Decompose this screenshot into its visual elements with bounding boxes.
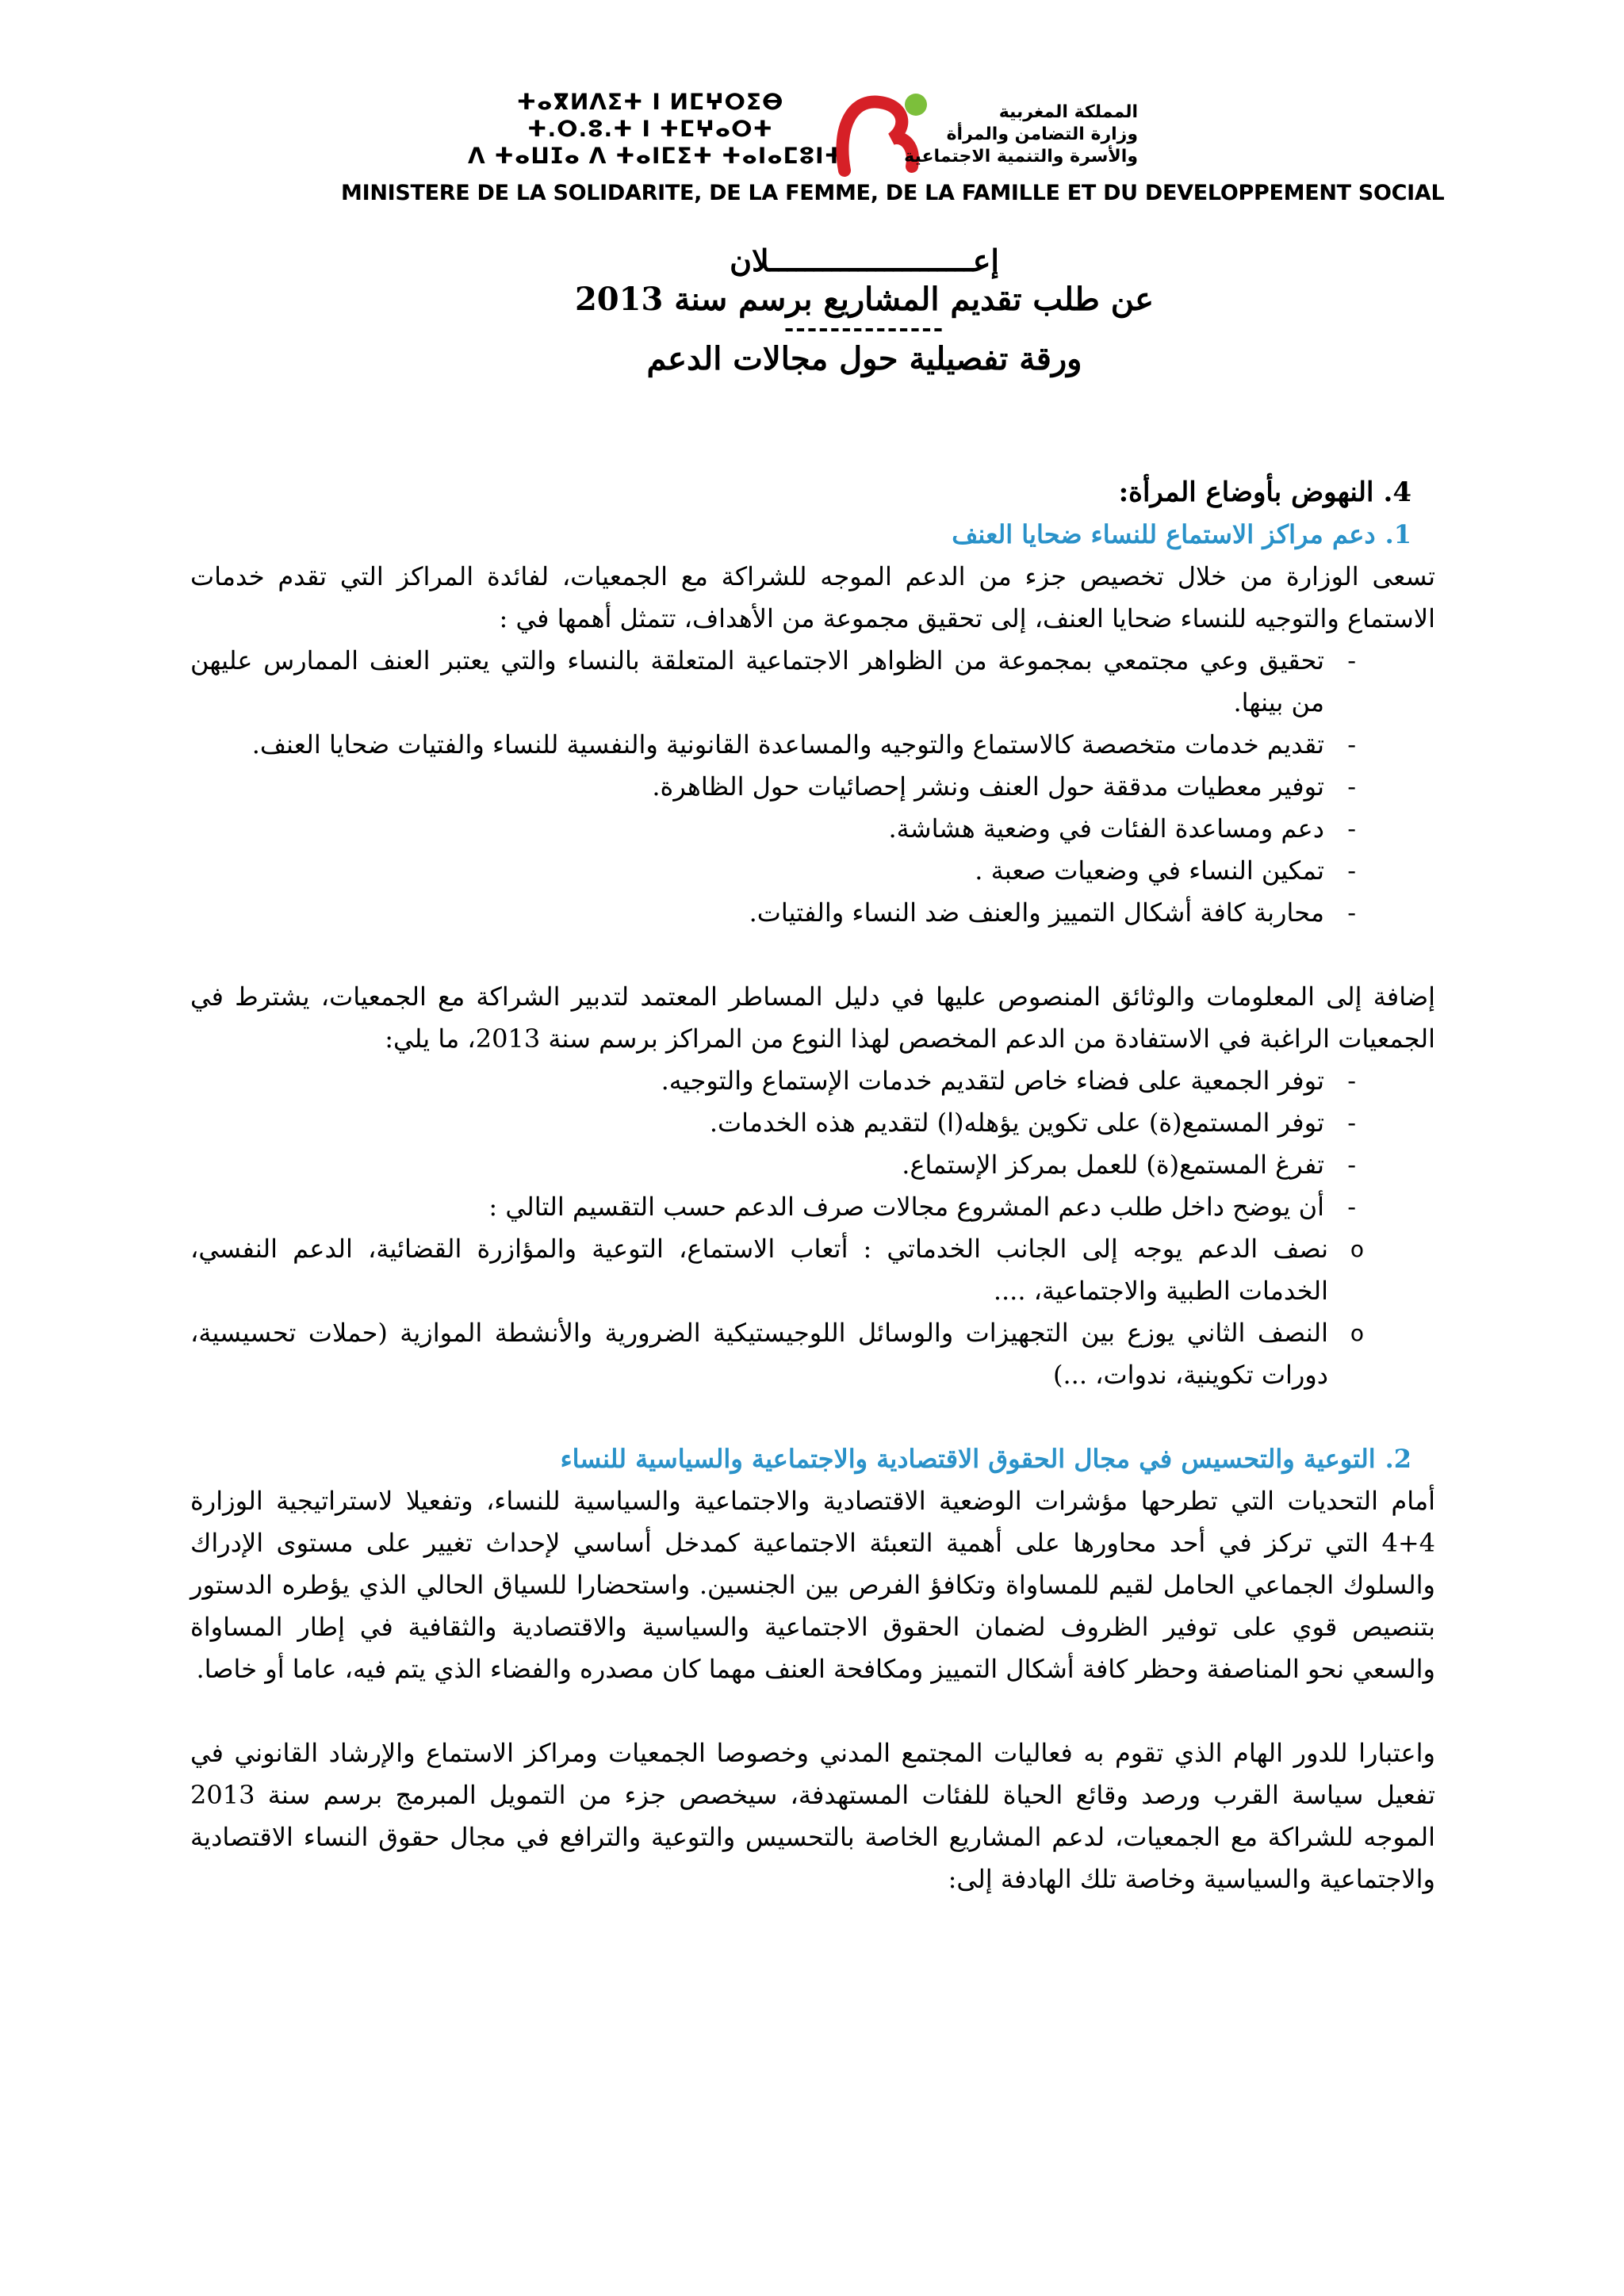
spacer <box>190 1690 1435 1732</box>
title-detail-sheet: ورقة تفصيلية حول مجالات الدعم <box>646 340 1082 377</box>
subsection-number: 2. <box>1385 1444 1411 1474</box>
title-separator: -------------- <box>783 315 945 342</box>
spacer <box>190 1396 1435 1438</box>
paragraph: أمام التحديات التي تطرحها مؤشرات الوضعية الاقتصادية والاجتماعية والسياسية للنساء، وتفعيلا لاستراتيجية الوزارة 4+4 التي تركز في أحد محاورها على أهمية التعبئة الاجتماعية كمدخل أساسي لإحداث تغيير على مستوى الإدراك والسلوك الجماعي الحامل لقيم للمساواة وتكافؤ الفرص بين الجنسين. واستحضارا للسياق الحالي الذي يؤطره الدستور بتنصيص قوي على توفير الظروف لضمان الحقوق الاجتماعية والسياسية والاقتصادية والثقافية في إطار المساواة والسعي نحو المناصفة وحظر كافة أشكال التمييز ومكافحة العنف مهما كان مصدره والفضاء الذي يتم فيه، عاما أو خاصا. <box>190 1486 1436 1684</box>
section-title: النهوض بأوضاع المرأة: <box>1118 476 1374 508</box>
arabic-ministry-line: والأسرة والتنمية الاجتماعية <box>904 147 1138 166</box>
arabic-ministry-line: وزارة التضامن والمرأة <box>946 124 1138 144</box>
section-number: 4. <box>1383 476 1411 508</box>
list-item: - تمكين النساء في وضعيات صعبة . <box>190 850 1356 892</box>
tifinagh-line: ⵜ.ⵔ.ⵓ.ⵜ ⵏ ⵜⵎⵖⴰⵔⵜ <box>527 116 773 142</box>
title-announcement: إعـــــــــــــــــــــــلان <box>730 243 999 278</box>
list-item: - أن يوضح داخل طلب دعم المشروع مجالات صرف الدعم حسب التقسيم التالي : <box>190 1186 1356 1228</box>
logo-green-dot <box>905 94 927 116</box>
section-4-heading <box>190 472 1435 514</box>
list-item: - محاربة كافة أشكال التمييز والعنف ضد النساء والفتيات. <box>190 892 1356 934</box>
paragraph: تسعى الوزارة من خلال تخصيص جزء من الدعم الموجه للشراكة مع الجمعيات، لفائدة المراكز التي تقدم خدمات الاستماع والتوجيه للنساء ضحايا العنف، إلى تحقيق مجموعة من الأهداف، تتمثل أهمها في : <box>190 561 1435 633</box>
subsection-title: دعم مراكز الاستماع للنساء ضحايا العنف <box>952 519 1376 549</box>
subsection-1-heading <box>190 514 1435 556</box>
list-item: - تقديم خدمات متخصصة كالاستماع والتوجيه والمساعدة القانونية والنفسية للنساء والفتيات ضحايا العنف. <box>190 724 1356 766</box>
list-item: o النصف الثاني يوزع بين التجهيزات والوسائل اللوجيستيكية الضرورية والأنشطة الموازية (حملات تحسيسية، دورات تكوينية، ندوات، ...) <box>190 1312 1364 1396</box>
arabic-ministry-name <box>904 101 1138 168</box>
french-ministry-name: MINISTERE DE LA SOLIDARITE, DE LA FEMME, DE LA FAMILLE ET DU DEVELOPPEMENT SOCIAL <box>341 181 1445 205</box>
objectives-list <box>190 640 1435 934</box>
paragraph: إضافة إلى المعلومات والوثائق المنصوص عليها في دليل المساطر المعتمد لتدبير الشراكة مع الجمعيات، يشترط في الجمعيات الراغبة في الاستفادة من الدعم المخصص لهذا النوع من المراكز برسم سنة 2013، ما يلي: <box>190 982 1435 1054</box>
letterhead <box>0 0 1624 214</box>
document-body <box>190 472 1435 1900</box>
subsection-number: 1. <box>1385 519 1411 549</box>
list-item: - توفر المستمع(ة) على تكوين يؤهله(ا) لتقديم هذه الخدمات. <box>190 1102 1356 1144</box>
tifinagh-line: ⵜⴰⴳⵍⴷⵉⵜ ⵏ ⵍⵎⵖⵔⵉⴱ <box>516 89 784 115</box>
list-item: - تحقيق وعي مجتمعي بمجموعة من الظواهر الاجتماعية المتعلقة بالنساء والتي يعتبر العنف الممارس عليهن من بينها. <box>190 640 1356 724</box>
subsection-2-heading <box>190 1438 1435 1480</box>
subsection-title: التوعية والتحسيس في مجال الحقوق الاقتصادية والاجتماعية والسياسية للنساء <box>560 1444 1376 1474</box>
list-item: - تفرغ المستمع(ة) للعمل بمركز الإستماع. <box>190 1144 1356 1186</box>
list-item: o نصف الدعم يوجه إلى الجانب الخدماتي : أتعاب الاستماع، التوعية والمؤازرة القضائية، الدعم النفسي، الخدمات الطبية والاجتماعية، .... <box>190 1228 1364 1312</box>
logo-red-stroke <box>842 101 913 170</box>
list-item: - دعم ومساعدة الفئات في وضعية هشاشة. <box>190 808 1356 850</box>
list-item: - توفر الجمعية على فضاء خاص لتقديم خدمات الإستماع والتوجيه. <box>190 1060 1356 1102</box>
budget-split-list <box>190 1228 1435 1396</box>
list-item: - توفير معطيات مدققة حول العنف ونشر إحصائيات حول الظاهرة. <box>190 766 1356 808</box>
spacer <box>190 934 1435 976</box>
paragraph: واعتبارا للدور الهام الذي تقوم به فعاليات المجتمع المدني وخصوصا الجمعيات ومراكز الاستماع والإرشاد القانوني في تفعيل سياسة القرب ورصد وقائع الحياة للفئات المستهدفة، سيخصص جزء من التمويل المبرمج برسم سنة 2013 الموجه للشراكة مع الجمعيات، لدعم المشاريع الخاصة بالتحسيس والتوعية والترافع في مجال حقوق النساء الاقتصادية والاجتماعية والسياسية وخاصة تلك الهادفة إلى: <box>190 1738 1435 1894</box>
tifinagh-line: ⴷ ⵜⴰⵡⵊⴰ ⴷ ⵜⴰⵏⵎⵉⵜ ⵜⴰⵏⴰⵎⵓⵏⵜ <box>468 143 845 169</box>
document-title <box>428 242 1300 380</box>
conditions-list <box>190 1060 1435 1228</box>
tifinagh-ministry-name <box>468 89 845 170</box>
arabic-ministry-line: المملكة المغربية <box>998 102 1138 122</box>
title-call-for-projects: عن طلب تقديم المشاريع برسم سنة 2013 <box>574 281 1155 318</box>
